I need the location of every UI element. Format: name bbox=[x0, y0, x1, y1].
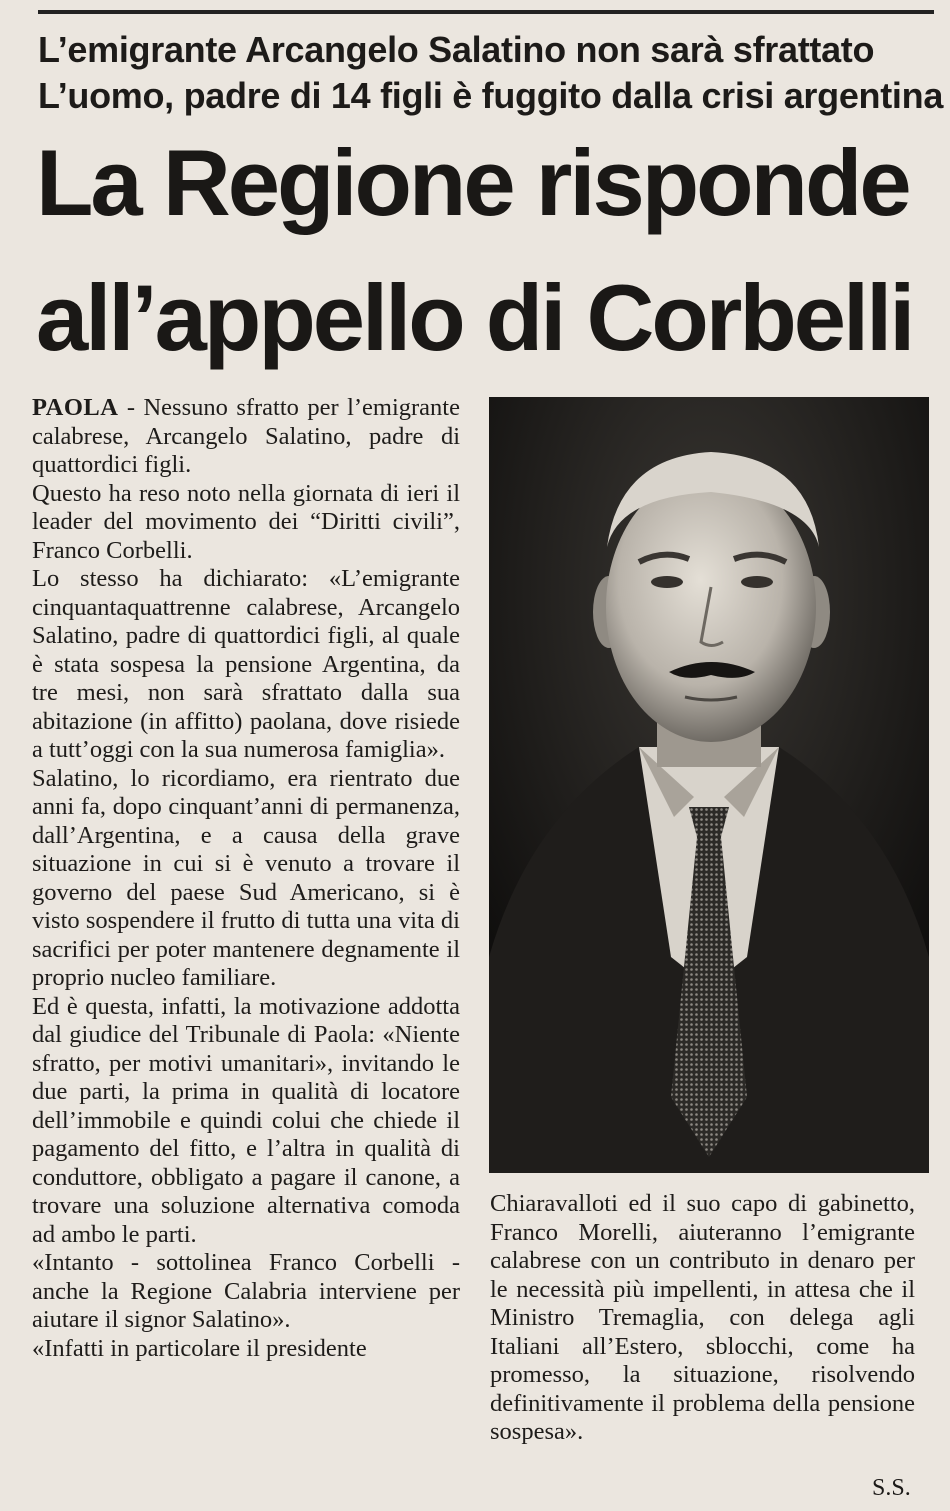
article-paragraph-2: Questo ha reso noto nella giornata di ieri il leader del movimento dei “Diritti civili”, Franco Corbelli. bbox=[32, 479, 460, 564]
article-column-left bbox=[32, 394, 460, 1363]
article-paragraph-6: «Intanto - sottolinea Franco Corbelli - anche la Regione Calabria interviene per aiutare il signor Salatino». bbox=[32, 1249, 460, 1333]
dateline: PAOLA bbox=[32, 394, 119, 421]
article-paragraph-1 bbox=[32, 394, 460, 480]
article-paragraph-5: Ed è questa, infatti, la motivazione addotta dal giudice del Tribunale di Paola: «Niente sfratto, per motivi umanitari», invitando le due parti, la prima in qualità di locatore dell’immobile e quindi colui che chiede il pagamento del fitto, e l’altra in qualità di conduttore, obbligato a pagare il canone, a trovare una soluzione alternativa comoda ad ambo le parti. bbox=[32, 992, 460, 1248]
article-paragraph-continued: Chiaravalloti ed il suo capo di gabinetto, Franco Morelli, aiuteranno l’emigrante calabrese con un contributo in denaro per le necessità più impellenti, in attesa che il Ministro Tremaglia, con delega agli Italiani all’Estero, sblocchi, come ha promesso, la situazione, risolvendo definitivamente il problema della pensione sospesa». bbox=[490, 1190, 915, 1445]
article-paragraph-7: «Infatti in particolare il presidente bbox=[32, 1334, 367, 1362]
author-signature: S.S. bbox=[872, 1475, 911, 1501]
article-lead: - Nessuno sfratto per l’emigrante calabrese, Arcangelo Salatino, padre di quattordici figli. bbox=[32, 394, 460, 478]
headline-line-2: all’appello di Corbelli bbox=[36, 265, 913, 370]
headline-line-1: La Regione risponde bbox=[36, 130, 909, 235]
portrait-illustration bbox=[489, 397, 929, 1173]
subheadline-line-2: L’uomo, padre di 14 figli è fuggito dalla crisi argentina bbox=[38, 75, 944, 116]
article-paragraph-4: Salatino, lo ricordiamo, era rientrato due anni fa, dopo cinquant’anni di permanenza, dall’Argentina, e a causa della grave situazione in cui si è venuto a trovare il governo del paese Sud Americano, si è visto sospendere il frutto di tutta una vita di sacrifici per poter mantenere degnamente il proprio nucleo familiare. bbox=[32, 764, 460, 991]
portrait-photo bbox=[489, 397, 929, 1173]
article-paragraph-3: Lo stesso ha dichiarato: «L’emigrante cinquantaquattrenne calabrese, Arcangelo Salatino, padre di quattordici figli, al quale è stata sospesa la pensione Argentina, da tre mesi, non sarà sfrattato dalla sua abitazione (in affitto) paolana, dove risiede a tutt’oggi con la sua numerosa famiglia». bbox=[32, 565, 460, 763]
article-column-right bbox=[490, 1190, 915, 1447]
subheadline-line-1: L’emigrante Arcangelo Salatino non sarà sfrattato bbox=[38, 29, 875, 70]
top-rule bbox=[38, 10, 934, 14]
